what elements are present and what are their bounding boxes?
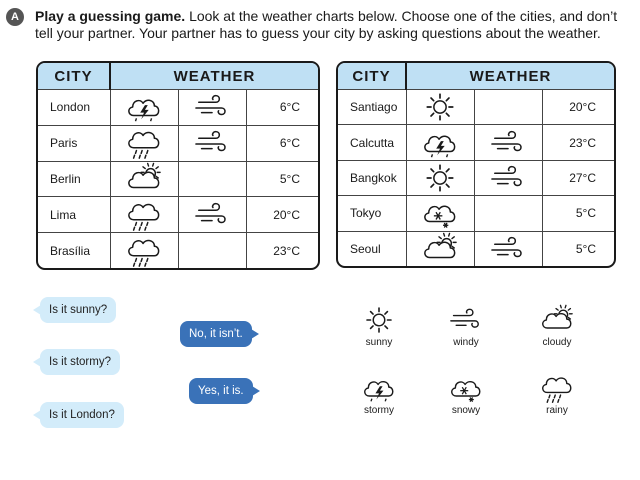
weather-icon-cell <box>110 90 178 126</box>
legend-item-windy <box>436 304 496 348</box>
sunny-icon <box>421 161 459 195</box>
legend-label: stormy <box>364 405 394 416</box>
legend-label: cloudy <box>542 337 572 348</box>
cloudy-icon <box>125 162 163 196</box>
weather-icon-cell <box>178 197 246 233</box>
legend-item-snowy <box>436 372 496 416</box>
temperature-cell: 5°C <box>542 231 614 266</box>
temperature-cell: 20°C <box>246 197 318 233</box>
rainy-icon <box>125 234 163 268</box>
cloudy-icon <box>421 232 459 266</box>
question-bubble-stormy <box>40 349 120 375</box>
weather-icon-cell <box>474 125 542 160</box>
city-cell: Seoul <box>338 231 406 266</box>
question-text: Is it stormy? <box>49 356 111 368</box>
city-cell: Brasília <box>38 233 110 268</box>
windy-icon <box>193 90 231 124</box>
question-bubble-sunny <box>40 297 116 323</box>
weather-icon-cell <box>110 197 178 233</box>
temperature-cell: 23°C <box>542 125 614 160</box>
table-row <box>38 197 318 233</box>
weather-icon-cell <box>110 233 178 268</box>
windy-icon <box>489 232 527 266</box>
rainy-icon <box>125 126 163 160</box>
legend-item-rainy <box>527 372 587 416</box>
legend-label: snowy <box>451 405 481 416</box>
cloudy-icon <box>539 304 575 336</box>
answer-bubble-no <box>180 321 252 347</box>
weather-icon-cell <box>110 125 178 161</box>
temperature-cell: 23°C <box>246 233 318 268</box>
weather-table-right <box>336 61 616 268</box>
weather-icon-cell <box>474 90 542 125</box>
rainy-icon <box>539 372 575 404</box>
question-text: Is it London? <box>49 409 115 421</box>
temperature-cell: 6°C <box>246 125 318 161</box>
windy-icon <box>193 198 231 232</box>
table-row <box>338 125 614 160</box>
weather-icon-cell <box>406 160 474 195</box>
weather-icon-cell <box>178 125 246 161</box>
weather-header: WEATHER <box>406 63 614 90</box>
weather-icon-cell <box>474 231 542 266</box>
question-text: Is it sunny? <box>49 304 108 316</box>
city-cell: Lima <box>38 197 110 233</box>
city-cell: Paris <box>38 125 110 161</box>
temperature-cell: 27°C <box>542 160 614 195</box>
temperature-cell: 20°C <box>542 90 614 125</box>
windy-icon <box>193 126 231 160</box>
table-row <box>338 196 614 231</box>
weather-table-left <box>36 61 320 270</box>
city-header: CITY <box>38 63 110 90</box>
temperature-cell: 5°C <box>542 196 614 231</box>
legend-label: rainy <box>546 405 568 416</box>
temperature-cell: 5°C <box>246 161 318 197</box>
sunny-icon <box>361 304 397 336</box>
city-cell: Bangkok <box>338 160 406 195</box>
exercise-letter-badge: A <box>6 8 24 26</box>
city-header: CITY <box>338 63 406 90</box>
instructions <box>35 8 630 42</box>
table-row <box>338 160 614 195</box>
table-row <box>338 231 614 266</box>
legend-label: sunny <box>365 337 393 348</box>
rainy-icon <box>125 198 163 232</box>
temperature-cell: 6°C <box>246 90 318 126</box>
weather-icon-cell <box>178 90 246 126</box>
weather-icon-cell <box>406 196 474 231</box>
city-cell: Tokyo <box>338 196 406 231</box>
city-cell: Santiago <box>338 90 406 125</box>
weather-icon-cell <box>474 196 542 231</box>
answer-bubble-yes <box>189 378 253 404</box>
answer-text: Yes, it is. <box>198 385 244 397</box>
sunny-icon <box>421 90 459 124</box>
city-cell: Calcutta <box>338 125 406 160</box>
windy-icon <box>489 126 527 160</box>
weather-icon-cell <box>110 161 178 197</box>
city-cell: London <box>38 90 110 126</box>
table-row <box>338 90 614 125</box>
question-bubble-london <box>40 402 124 428</box>
stormy-icon <box>361 372 397 404</box>
windy-icon <box>448 304 484 336</box>
weather-icon-cell <box>474 160 542 195</box>
weather-icon-cell <box>178 161 246 197</box>
weather-icon-cell <box>406 125 474 160</box>
weather-icon-cell <box>406 90 474 125</box>
weather-icon-cell <box>178 233 246 268</box>
weather-icon-cell <box>406 231 474 266</box>
legend-item-cloudy <box>527 304 587 348</box>
snowy-icon <box>448 372 484 404</box>
table-row <box>38 233 318 268</box>
snowy-icon <box>421 196 459 230</box>
table-row <box>38 125 318 161</box>
windy-icon <box>489 161 527 195</box>
stormy-icon <box>125 90 163 124</box>
table-row <box>38 90 318 126</box>
answer-text: No, it isn’t. <box>189 328 243 340</box>
stormy-icon <box>421 126 459 160</box>
table-row <box>38 161 318 197</box>
legend-item-sunny <box>349 304 409 348</box>
legend-item-stormy <box>349 372 409 416</box>
instructions-title: Play a guessing game. <box>35 8 186 24</box>
city-cell: Berlin <box>38 161 110 197</box>
legend-label: windy <box>453 337 479 348</box>
instructions-text: Look at the weather charts below. Choose one of the cities, and don’t tell your partner. Your partner has to guess your city by asking questions about the weather. <box>35 8 618 41</box>
weather-header: WEATHER <box>110 63 318 90</box>
